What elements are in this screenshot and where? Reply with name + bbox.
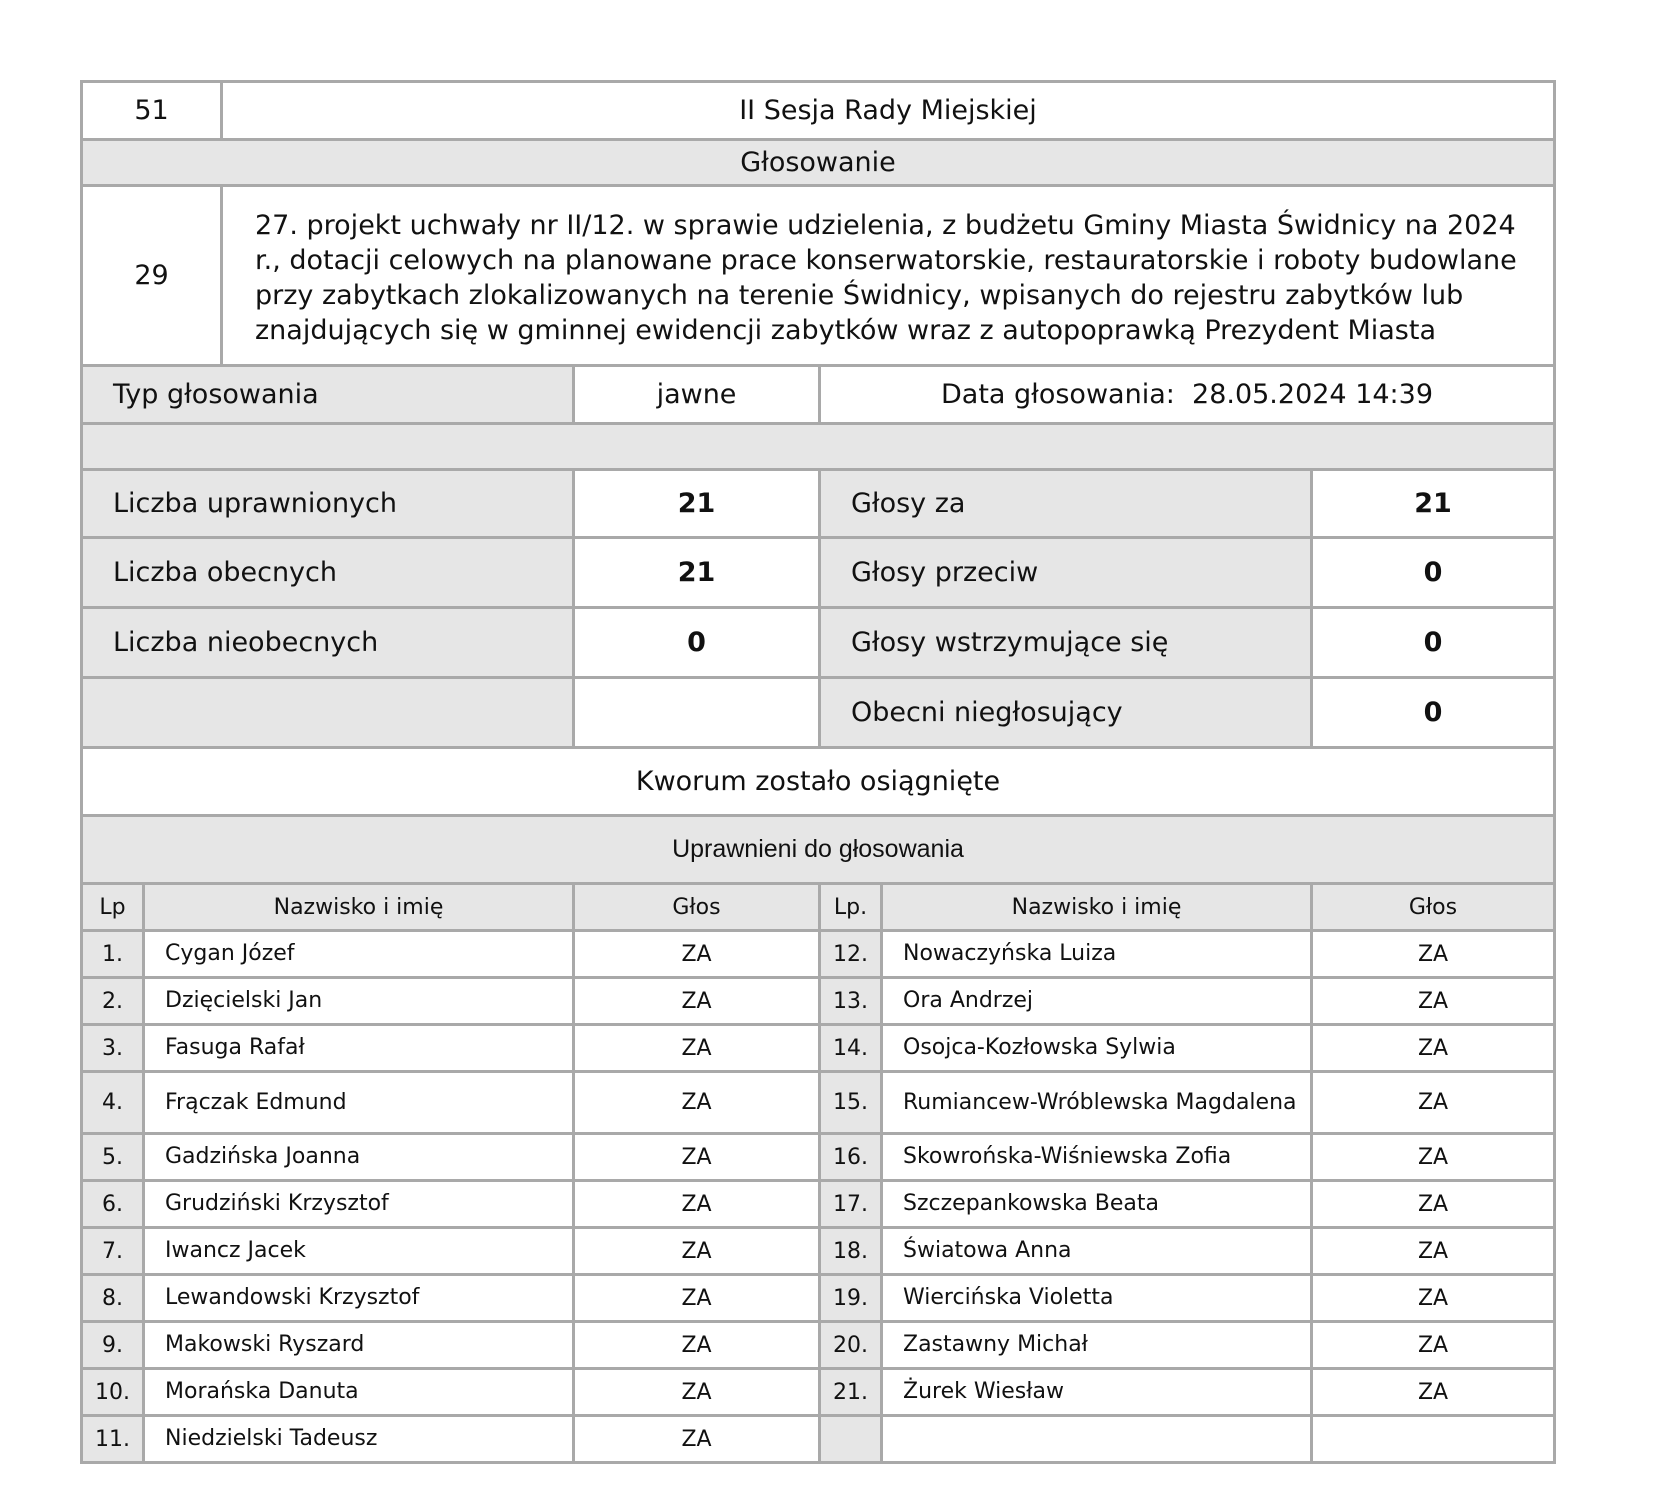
- vote-type-value: jawne: [574, 366, 820, 424]
- voter-name: Nowaczyńska Luiza: [882, 931, 1312, 978]
- voter-number: 11.: [82, 1416, 144, 1463]
- voter-vote: ZA: [574, 1369, 820, 1416]
- vote-type-label: Typ głosowania: [82, 366, 574, 424]
- voter-name: Iwancz Jacek: [144, 1228, 574, 1275]
- table-row: [82, 931, 1555, 978]
- voter-number: 21.: [820, 1369, 882, 1416]
- voter-name: Dzięcielski Jan: [144, 978, 574, 1025]
- voter-vote: ZA: [1312, 931, 1555, 978]
- notvoting-label: Obecni niegłosujący: [820, 678, 1312, 748]
- voter-vote: ZA: [574, 931, 820, 978]
- for-value: 21: [1312, 470, 1555, 538]
- voter-rows: [82, 931, 1555, 1463]
- col-vote-left: Głos: [574, 884, 820, 931]
- present-label: Liczba obecnych: [82, 538, 574, 608]
- section-label: Głosowanie: [82, 140, 1555, 186]
- against-value: 0: [1312, 538, 1555, 608]
- voter-vote: ZA: [574, 1275, 820, 1322]
- voter-vote: ZA: [574, 978, 820, 1025]
- vote-date: [820, 366, 1555, 424]
- table-row: [82, 1072, 1555, 1134]
- voter-vote: ZA: [1312, 978, 1555, 1025]
- voter-name: Światowa Anna: [882, 1228, 1312, 1275]
- voter-vote: ZA: [574, 1322, 820, 1369]
- voter-number: 18.: [820, 1228, 882, 1275]
- absent-label: Liczba nieobecnych: [82, 608, 574, 678]
- voter-number: 20.: [820, 1322, 882, 1369]
- absent-value: 0: [574, 608, 820, 678]
- voting-record-sheet: [80, 80, 1556, 1464]
- eligible-value: 21: [574, 470, 820, 538]
- col-name-left: Nazwisko i imię: [144, 884, 574, 931]
- voter-number: 14.: [820, 1025, 882, 1072]
- voter-number: 17.: [820, 1181, 882, 1228]
- voter-name: Grudziński Krzysztof: [144, 1181, 574, 1228]
- voter-number: 8.: [82, 1275, 144, 1322]
- voter-number: 10.: [82, 1369, 144, 1416]
- present-value: 21: [574, 538, 820, 608]
- voter-number: 13.: [820, 978, 882, 1025]
- voter-name: Frączak Edmund: [144, 1072, 574, 1134]
- voter-name: Gadzińska Joanna: [144, 1134, 574, 1181]
- voter-vote: [1312, 1416, 1555, 1463]
- voter-vote: ZA: [1312, 1072, 1555, 1134]
- notvoting-value: 0: [1312, 678, 1555, 748]
- voter-name: Lewandowski Krzysztof: [144, 1275, 574, 1322]
- voter-name: Skowrońska-Wiśniewska Zofia: [882, 1134, 1312, 1181]
- col-vote-right: Głos: [1312, 884, 1555, 931]
- vote-topic: 27. projekt uchwały nr II/12. w sprawie udzielenia, z budżetu Gminy Miasta Świdnicy na 2024 r., dotacji celowych na planowane prace konserwatorskie, restauratorskie i roboty budowlane przy zabytkach zlokalizowanych na terenie Świdnicy, wpisanych do rejestru zabytków lub znajdujących się w gminnej ewidencji zabytków wraz z autopoprawką Prezydent Miasta: [222, 186, 1555, 366]
- session-number: 51: [82, 82, 222, 140]
- voter-number: 3.: [82, 1025, 144, 1072]
- voter-vote: ZA: [1312, 1134, 1555, 1181]
- voter-vote: ZA: [574, 1134, 820, 1181]
- voter-number: 9.: [82, 1322, 144, 1369]
- voter-name: Szczepankowska Beata: [882, 1181, 1312, 1228]
- vote-summary: [80, 364, 1556, 885]
- vote-date-value: 28.05.2024 14:39: [1192, 379, 1433, 410]
- table-row: [82, 978, 1555, 1025]
- voter-number: 19.: [820, 1275, 882, 1322]
- voter-vote: ZA: [574, 1025, 820, 1072]
- session-header: [80, 80, 1556, 367]
- voter-vote: ZA: [1312, 1228, 1555, 1275]
- voters-title: Uprawnieni do głosowania: [82, 816, 1555, 884]
- voter-vote: ZA: [1312, 1181, 1555, 1228]
- voter-vote: ZA: [1312, 1025, 1555, 1072]
- voter-name: Rumiancew-Wróblewska Magdalena: [882, 1072, 1312, 1134]
- voter-name: Żurek Wiesław: [882, 1369, 1312, 1416]
- eligible-label: Liczba uprawnionych: [82, 470, 574, 538]
- empty-value-cell: [574, 678, 820, 748]
- voter-vote: ZA: [574, 1181, 820, 1228]
- table-row: [82, 1322, 1555, 1369]
- against-label: Głosy przeciw: [820, 538, 1312, 608]
- voter-number: [820, 1416, 882, 1463]
- voter-number: 4.: [82, 1072, 144, 1134]
- voter-number: 6.: [82, 1181, 144, 1228]
- table-row: [82, 1025, 1555, 1072]
- voter-number: 7.: [82, 1228, 144, 1275]
- vote-date-label: Data głosowania:: [940, 379, 1175, 410]
- vote-number: 29: [82, 186, 222, 366]
- empty-label-cell: [82, 678, 574, 748]
- voter-vote: ZA: [1312, 1275, 1555, 1322]
- voter-number: 12.: [820, 931, 882, 978]
- voter-vote: ZA: [574, 1416, 820, 1463]
- voter-name: Zastawny Michał: [882, 1322, 1312, 1369]
- table-row: [82, 1369, 1555, 1416]
- col-name-right: Nazwisko i imię: [882, 884, 1312, 931]
- voter-vote: ZA: [574, 1072, 820, 1134]
- voter-vote: ZA: [1312, 1322, 1555, 1369]
- table-row: [82, 1181, 1555, 1228]
- voter-name: Cygan Józef: [144, 931, 574, 978]
- for-label: Głosy za: [820, 470, 1312, 538]
- col-lp-right: Lp.: [820, 884, 882, 931]
- voter-name: Makowski Ryszard: [144, 1322, 574, 1369]
- voter-vote: ZA: [1312, 1369, 1555, 1416]
- voter-number: 15.: [820, 1072, 882, 1134]
- voters-table: [80, 882, 1556, 1464]
- voter-number: 2.: [82, 978, 144, 1025]
- abstain-label: Głosy wstrzymujące się: [820, 608, 1312, 678]
- voter-name: Wiercińska Violetta: [882, 1275, 1312, 1322]
- voter-name: Fasuga Rafał: [144, 1025, 574, 1072]
- voter-number: 1.: [82, 931, 144, 978]
- col-lp-left: Lp: [82, 884, 144, 931]
- table-row: [82, 1134, 1555, 1181]
- table-row: [82, 1416, 1555, 1463]
- voter-number: 5.: [82, 1134, 144, 1181]
- session-title: II Sesja Rady Miejskiej: [222, 82, 1555, 140]
- table-row: [82, 1228, 1555, 1275]
- voter-vote: ZA: [574, 1228, 820, 1275]
- voter-name: Niedzielski Tadeusz: [144, 1416, 574, 1463]
- voter-number: 16.: [820, 1134, 882, 1181]
- table-row: [82, 1275, 1555, 1322]
- quorum-status: Kworum zostało osiągnięte: [82, 748, 1555, 816]
- abstain-value: 0: [1312, 608, 1555, 678]
- voter-name: Morańska Danuta: [144, 1369, 574, 1416]
- voter-name: Ora Andrzej: [882, 978, 1312, 1025]
- voter-name: Osojca-Kozłowska Sylwia: [882, 1025, 1312, 1072]
- spacer-row: [82, 424, 1555, 470]
- voter-name: [882, 1416, 1312, 1463]
